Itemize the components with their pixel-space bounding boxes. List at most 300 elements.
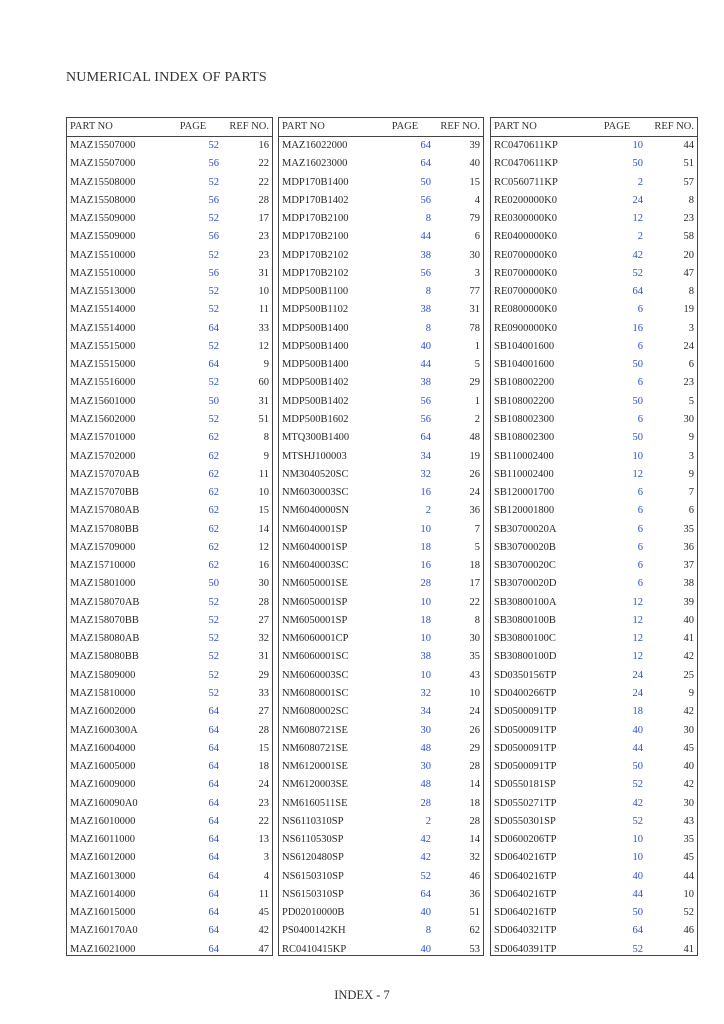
table-row bbox=[67, 338, 272, 356]
part-no-cell: MAZ15515000 bbox=[70, 359, 136, 371]
ref-no-cell: 8 bbox=[688, 194, 694, 206]
page-cell: 48 bbox=[420, 742, 431, 754]
table-row bbox=[491, 429, 697, 447]
ref-no-cell: 22 bbox=[258, 815, 269, 827]
page-cell: 10 bbox=[632, 834, 643, 846]
part-no-cell: SD0500091TP bbox=[494, 761, 557, 773]
part-no-cell: SD0550301SP bbox=[494, 815, 556, 827]
page-cell: 56 bbox=[420, 395, 431, 407]
page-cell: 50 bbox=[208, 395, 219, 407]
ref-no-cell: 51 bbox=[683, 158, 694, 170]
table-row bbox=[279, 685, 483, 703]
page-cell: 56 bbox=[420, 267, 431, 279]
ref-no-cell: 9 bbox=[263, 450, 269, 462]
page-cell: 50 bbox=[632, 761, 643, 773]
part-no-cell: MDP170B1402 bbox=[282, 194, 349, 206]
ref-no-cell: 16 bbox=[258, 560, 269, 572]
ref-no-cell: 29 bbox=[469, 742, 480, 754]
table-row bbox=[67, 411, 272, 429]
ref-no-cell: 44 bbox=[683, 870, 694, 882]
ref-no-cell: 42 bbox=[683, 651, 694, 663]
ref-no-cell: 28 bbox=[469, 815, 480, 827]
table-row bbox=[279, 575, 483, 593]
part-no-cell: MDP170B1400 bbox=[282, 176, 349, 188]
table-row bbox=[491, 922, 697, 940]
page-cell: 2 bbox=[637, 231, 643, 243]
page-cell: 8 bbox=[425, 925, 431, 937]
ref-no-cell: 10 bbox=[258, 286, 269, 298]
part-no-cell: NM6120003SE bbox=[282, 779, 348, 791]
table-row bbox=[279, 393, 483, 411]
page-cell: 42 bbox=[632, 797, 643, 809]
ref-no-cell: 30 bbox=[683, 724, 694, 736]
table-row bbox=[279, 758, 483, 776]
part-no-cell: NM6050001SE bbox=[282, 578, 348, 590]
part-no-cell: MAZ158080AB bbox=[70, 633, 140, 645]
part-no-cell: NM6060001SC bbox=[282, 651, 349, 663]
ref-no-cell: 12 bbox=[258, 340, 269, 352]
page-cell: 64 bbox=[208, 724, 219, 736]
ref-no-cell: 22 bbox=[258, 158, 269, 170]
part-no-cell: SB30700020B bbox=[494, 541, 556, 553]
ref-no-cell: 41 bbox=[683, 633, 694, 645]
ref-no-cell: 27 bbox=[258, 706, 269, 718]
table-row bbox=[67, 210, 272, 228]
table-row bbox=[279, 411, 483, 429]
part-no-cell: SD0400266TP bbox=[494, 687, 557, 699]
ref-no-cell: 62 bbox=[469, 925, 480, 937]
part-no-cell: SB30700020D bbox=[494, 578, 557, 590]
page-cell: 64 bbox=[208, 834, 219, 846]
page-cell: 6 bbox=[637, 340, 643, 352]
part-no-cell: RC0410415KP bbox=[282, 943, 347, 955]
table-row bbox=[67, 722, 272, 740]
part-no-cell: MAZ157070BB bbox=[70, 487, 139, 499]
ref-no-cell: 51 bbox=[469, 907, 480, 919]
part-no-cell: MAZ158070AB bbox=[70, 596, 140, 608]
table-row bbox=[491, 813, 697, 831]
table-row bbox=[491, 502, 697, 520]
table-row bbox=[491, 886, 697, 904]
part-no-cell: SB30800100D bbox=[494, 651, 557, 663]
page-cell: 52 bbox=[208, 286, 219, 298]
part-no-cell: MDP500B1400 bbox=[282, 322, 349, 334]
page-cell: 10 bbox=[420, 523, 431, 535]
ref-no-cell: 19 bbox=[683, 304, 694, 316]
table-row bbox=[491, 356, 697, 374]
table-row bbox=[67, 265, 272, 283]
part-no-cell: MAZ16010000 bbox=[70, 815, 136, 827]
header-ref-no: REF NO. bbox=[229, 120, 269, 132]
part-no-cell: NM6060003SC bbox=[282, 669, 349, 681]
table-row bbox=[279, 448, 483, 466]
table-row bbox=[279, 849, 483, 867]
part-no-cell: SD0640216TP bbox=[494, 870, 557, 882]
part-no-cell: MAZ160170A0 bbox=[70, 925, 138, 937]
part-no-cell: SB120001700 bbox=[494, 487, 555, 499]
page-cell: 40 bbox=[420, 340, 431, 352]
ref-no-cell: 11 bbox=[258, 888, 269, 900]
page-cell: 38 bbox=[420, 304, 431, 316]
page-cell: 56 bbox=[420, 194, 431, 206]
part-no-cell: RC0470611KP bbox=[494, 140, 558, 151]
part-no-cell: SD0600206TP bbox=[494, 834, 557, 846]
part-no-cell: SB30800100A bbox=[494, 596, 557, 608]
table-row bbox=[491, 192, 697, 210]
ref-no-cell: 43 bbox=[469, 669, 480, 681]
ref-no-cell: 35 bbox=[683, 523, 694, 535]
table-row bbox=[279, 265, 483, 283]
ref-no-cell: 39 bbox=[683, 596, 694, 608]
page-cell: 56 bbox=[208, 158, 219, 170]
ref-no-cell: 32 bbox=[469, 852, 480, 864]
table-row bbox=[491, 539, 697, 557]
part-no-cell: RE0300000K0 bbox=[494, 213, 557, 225]
page-cell: 6 bbox=[637, 578, 643, 590]
part-no-cell: MAZ157070AB bbox=[70, 468, 140, 480]
part-no-cell: MDP500B1100 bbox=[282, 286, 349, 298]
ref-no-cell: 15 bbox=[469, 176, 480, 188]
page-cell: 64 bbox=[208, 797, 219, 809]
table-row bbox=[279, 247, 483, 265]
table-row bbox=[491, 137, 697, 155]
part-no-cell: SB108002200 bbox=[494, 395, 555, 407]
ref-no-cell: 8 bbox=[474, 614, 480, 626]
page-cell: 62 bbox=[208, 450, 219, 462]
page-cell: 50 bbox=[632, 907, 643, 919]
table-row bbox=[279, 722, 483, 740]
ref-no-cell: 57 bbox=[683, 176, 694, 188]
ref-no-cell: 40 bbox=[683, 761, 694, 773]
ref-no-cell: 28 bbox=[258, 596, 269, 608]
table-row bbox=[491, 338, 697, 356]
page-cell: 52 bbox=[208, 651, 219, 663]
table-row bbox=[491, 740, 697, 758]
table-row bbox=[67, 356, 272, 374]
page-cell: 52 bbox=[208, 633, 219, 645]
page-cell: 10 bbox=[420, 633, 431, 645]
part-no-cell: MAZ15709000 bbox=[70, 541, 136, 553]
part-no-cell: RC0470611KP bbox=[494, 158, 558, 170]
ref-no-cell: 52 bbox=[683, 907, 694, 919]
page-cell: 64 bbox=[208, 322, 219, 334]
table-row bbox=[67, 320, 272, 338]
page-cell: 64 bbox=[208, 742, 219, 754]
ref-no-cell: 47 bbox=[258, 943, 269, 955]
table-row bbox=[279, 648, 483, 666]
page-cell: 64 bbox=[208, 852, 219, 864]
ref-no-cell: 46 bbox=[469, 870, 480, 882]
part-no-cell: MDP500B1402 bbox=[282, 377, 349, 389]
table-row bbox=[67, 612, 272, 630]
page-cell: 52 bbox=[208, 140, 219, 151]
ref-no-cell: 29 bbox=[258, 669, 269, 681]
table-row bbox=[491, 703, 697, 721]
table-row bbox=[67, 868, 272, 886]
ref-no-cell: 16 bbox=[258, 140, 269, 151]
page-cell: 18 bbox=[420, 541, 431, 553]
page-cell: 16 bbox=[420, 560, 431, 572]
ref-no-cell: 10 bbox=[258, 487, 269, 499]
table-row bbox=[491, 210, 697, 228]
table-row bbox=[279, 740, 483, 758]
table-row bbox=[491, 320, 697, 338]
part-no-cell: RC0560711KP bbox=[494, 176, 558, 188]
part-no-cell: NM6080721SE bbox=[282, 724, 348, 736]
part-no-cell: MDP500B1102 bbox=[282, 304, 349, 316]
ref-no-cell: 23 bbox=[258, 231, 269, 243]
part-no-cell: RE0200000K0 bbox=[494, 194, 557, 206]
page-cell: 10 bbox=[420, 596, 431, 608]
table-row bbox=[491, 904, 697, 922]
table-row bbox=[491, 831, 697, 849]
ref-no-cell: 18 bbox=[469, 797, 480, 809]
page-cell: 30 bbox=[420, 761, 431, 773]
table-row bbox=[491, 941, 697, 959]
ref-no-cell: 28 bbox=[258, 724, 269, 736]
page-cell: 2 bbox=[425, 505, 431, 517]
part-no-cell: MAZ15515000 bbox=[70, 340, 136, 352]
header-part-no: PART NO bbox=[282, 120, 325, 132]
part-no-cell: RE0900000K0 bbox=[494, 322, 557, 334]
ref-no-cell: 4 bbox=[263, 870, 269, 882]
part-no-cell: MAZ16009000 bbox=[70, 779, 136, 791]
page-cell: 44 bbox=[420, 359, 431, 371]
ref-no-cell: 38 bbox=[683, 578, 694, 590]
part-no-cell: NS6120480SP bbox=[282, 852, 344, 864]
ref-no-cell: 9 bbox=[263, 359, 269, 371]
page-cell: 2 bbox=[425, 815, 431, 827]
ref-no-cell: 1 bbox=[474, 395, 480, 407]
ref-no-cell: 24 bbox=[683, 340, 694, 352]
ref-no-cell: 30 bbox=[683, 797, 694, 809]
table-row bbox=[491, 521, 697, 539]
table-row bbox=[279, 776, 483, 794]
part-no-cell: PD02010000B bbox=[282, 907, 345, 919]
table-row bbox=[67, 648, 272, 666]
ref-no-cell: 77 bbox=[469, 286, 480, 298]
part-no-cell: MTSHJ100003 bbox=[282, 450, 347, 462]
header-part-no: PART NO bbox=[70, 120, 113, 132]
part-no-cell: MAZ16015000 bbox=[70, 907, 136, 919]
ref-no-cell: 22 bbox=[258, 176, 269, 188]
page-cell: 42 bbox=[420, 834, 431, 846]
ref-no-cell: 12 bbox=[258, 541, 269, 553]
part-no-cell: NM6080001SC bbox=[282, 687, 349, 699]
table-row bbox=[279, 886, 483, 904]
table-row bbox=[67, 740, 272, 758]
part-no-cell: NS6150310SP bbox=[282, 888, 344, 900]
table-row bbox=[67, 283, 272, 301]
page-cell: 56 bbox=[208, 267, 219, 279]
page-cell: 64 bbox=[420, 432, 431, 444]
table-row bbox=[67, 502, 272, 520]
part-no-cell: MDP170B2100 bbox=[282, 231, 349, 243]
part-no-cell: SB30800100B bbox=[494, 614, 556, 626]
page-cell: 64 bbox=[208, 888, 219, 900]
table-row bbox=[491, 758, 697, 776]
part-no-cell: MAZ15701000 bbox=[70, 432, 136, 444]
part-no-cell: MAZ15510000 bbox=[70, 267, 136, 279]
table-row bbox=[491, 849, 697, 867]
table-row bbox=[279, 466, 483, 484]
page-cell: 6 bbox=[637, 413, 643, 425]
page-cell: 18 bbox=[420, 614, 431, 626]
ref-no-cell: 15 bbox=[258, 742, 269, 754]
ref-no-cell: 27 bbox=[258, 614, 269, 626]
page-cell: 50 bbox=[420, 176, 431, 188]
table-row bbox=[279, 667, 483, 685]
table-row bbox=[279, 813, 483, 831]
ref-no-cell: 35 bbox=[469, 651, 480, 663]
part-no-cell: MAZ160090A0 bbox=[70, 797, 138, 809]
page-cell: 64 bbox=[208, 943, 219, 955]
page-cell: 64 bbox=[208, 907, 219, 919]
part-no-cell: MDP500B1602 bbox=[282, 413, 349, 425]
table-row bbox=[279, 338, 483, 356]
page-cell: 6 bbox=[637, 523, 643, 535]
table-row bbox=[279, 283, 483, 301]
table-header bbox=[279, 118, 483, 137]
page-cell: 64 bbox=[208, 870, 219, 882]
page-cell: 52 bbox=[208, 340, 219, 352]
table-row bbox=[67, 484, 272, 502]
page-cell: 56 bbox=[420, 413, 431, 425]
ref-no-cell: 43 bbox=[683, 815, 694, 827]
table-row bbox=[491, 575, 697, 593]
part-no-cell: NM6040000SN bbox=[282, 505, 350, 517]
table-row bbox=[67, 795, 272, 813]
table-row bbox=[279, 539, 483, 557]
ref-no-cell: 40 bbox=[469, 158, 480, 170]
table-row bbox=[67, 448, 272, 466]
part-no-cell: NM6030003SC bbox=[282, 487, 349, 499]
ref-no-cell: 29 bbox=[469, 377, 480, 389]
page-cell: 44 bbox=[632, 742, 643, 754]
part-no-cell: NM6040003SC bbox=[282, 560, 349, 572]
page-cell: 40 bbox=[420, 943, 431, 955]
page-cell: 52 bbox=[208, 213, 219, 225]
table-row bbox=[279, 594, 483, 612]
ref-no-cell: 28 bbox=[469, 761, 480, 773]
part-no-cell: MAZ16014000 bbox=[70, 888, 136, 900]
part-no-cell: MAZ16012000 bbox=[70, 852, 136, 864]
ref-no-cell: 40 bbox=[683, 614, 694, 626]
ref-no-cell: 60 bbox=[258, 377, 269, 389]
header-part-no: PART NO bbox=[494, 120, 537, 132]
ref-no-cell: 6 bbox=[474, 231, 480, 243]
page-cell: 12 bbox=[632, 651, 643, 663]
part-no-cell: MAZ16002000 bbox=[70, 706, 136, 718]
table-row bbox=[279, 174, 483, 192]
table-row bbox=[67, 831, 272, 849]
part-no-cell: NM6080002SC bbox=[282, 706, 349, 718]
table-row bbox=[279, 374, 483, 392]
table-row bbox=[67, 813, 272, 831]
ref-no-cell: 25 bbox=[683, 669, 694, 681]
table-row bbox=[279, 155, 483, 173]
ref-no-cell: 9 bbox=[688, 432, 694, 444]
page-title: NUMERICAL INDEX OF PARTS bbox=[66, 70, 267, 85]
ref-no-cell: 23 bbox=[683, 377, 694, 389]
page-cell: 64 bbox=[632, 925, 643, 937]
ref-no-cell: 33 bbox=[258, 687, 269, 699]
part-no-cell: MAZ15514000 bbox=[70, 322, 136, 334]
table-row bbox=[279, 356, 483, 374]
parts-index-tables bbox=[66, 117, 698, 956]
part-no-cell: SB108002200 bbox=[494, 377, 555, 389]
page-cell: 28 bbox=[420, 578, 431, 590]
header-page: PAGE bbox=[179, 120, 207, 132]
table-row bbox=[491, 155, 697, 173]
table-row bbox=[279, 301, 483, 319]
page-cell: 6 bbox=[637, 505, 643, 517]
page-cell: 52 bbox=[632, 943, 643, 955]
ref-no-cell: 51 bbox=[258, 413, 269, 425]
part-no-cell: NM3040520SC bbox=[282, 468, 349, 480]
part-no-cell: MAZ15601000 bbox=[70, 395, 136, 407]
ref-no-cell: 14 bbox=[258, 523, 269, 535]
ref-no-cell: 28 bbox=[258, 194, 269, 206]
ref-no-cell: 23 bbox=[683, 213, 694, 225]
ref-no-cell: 46 bbox=[683, 925, 694, 937]
part-no-cell: SB30800100C bbox=[494, 633, 556, 645]
part-no-cell: MAZ16013000 bbox=[70, 870, 136, 882]
page-cell: 12 bbox=[632, 596, 643, 608]
part-no-cell: MAZ16022000 bbox=[282, 140, 348, 151]
part-no-cell: MAZ157080BB bbox=[70, 523, 139, 535]
part-no-cell: NS6110310SP bbox=[282, 815, 344, 827]
part-no-cell: SB120001800 bbox=[494, 505, 555, 517]
page-cell: 32 bbox=[420, 687, 431, 699]
page-cell: 52 bbox=[208, 304, 219, 316]
table-row bbox=[491, 411, 697, 429]
table-row bbox=[67, 466, 272, 484]
ref-no-cell: 13 bbox=[258, 834, 269, 846]
ref-no-cell: 30 bbox=[469, 249, 480, 261]
table-row bbox=[491, 448, 697, 466]
ref-no-cell: 44 bbox=[683, 140, 694, 151]
part-no-cell: MAZ16004000 bbox=[70, 742, 136, 754]
page-cell: 6 bbox=[637, 560, 643, 572]
page-cell: 62 bbox=[208, 487, 219, 499]
part-no-cell: MAZ16011000 bbox=[70, 834, 135, 846]
ref-no-cell: 5 bbox=[474, 541, 480, 553]
ref-no-cell: 10 bbox=[469, 687, 480, 699]
part-no-cell: MDP500B1400 bbox=[282, 359, 349, 371]
page-cell: 52 bbox=[208, 687, 219, 699]
table-row bbox=[491, 722, 697, 740]
table-row bbox=[67, 594, 272, 612]
page-cell: 64 bbox=[208, 815, 219, 827]
table-row bbox=[67, 776, 272, 794]
ref-no-cell: 39 bbox=[469, 140, 480, 151]
part-no-cell: NS6110530SP bbox=[282, 834, 344, 846]
page-cell: 52 bbox=[208, 377, 219, 389]
page-cell: 16 bbox=[632, 322, 643, 334]
part-no-cell: SB110002400 bbox=[494, 468, 554, 480]
ref-no-cell: 24 bbox=[258, 779, 269, 791]
page-cell: 42 bbox=[420, 852, 431, 864]
table-row bbox=[491, 594, 697, 612]
ref-no-cell: 53 bbox=[469, 943, 480, 955]
page-cell: 8 bbox=[425, 286, 431, 298]
table-row bbox=[279, 795, 483, 813]
table-row bbox=[279, 831, 483, 849]
page-cell: 52 bbox=[208, 669, 219, 681]
page-footer: INDEX - 7 bbox=[334, 988, 390, 1002]
table-row bbox=[67, 192, 272, 210]
